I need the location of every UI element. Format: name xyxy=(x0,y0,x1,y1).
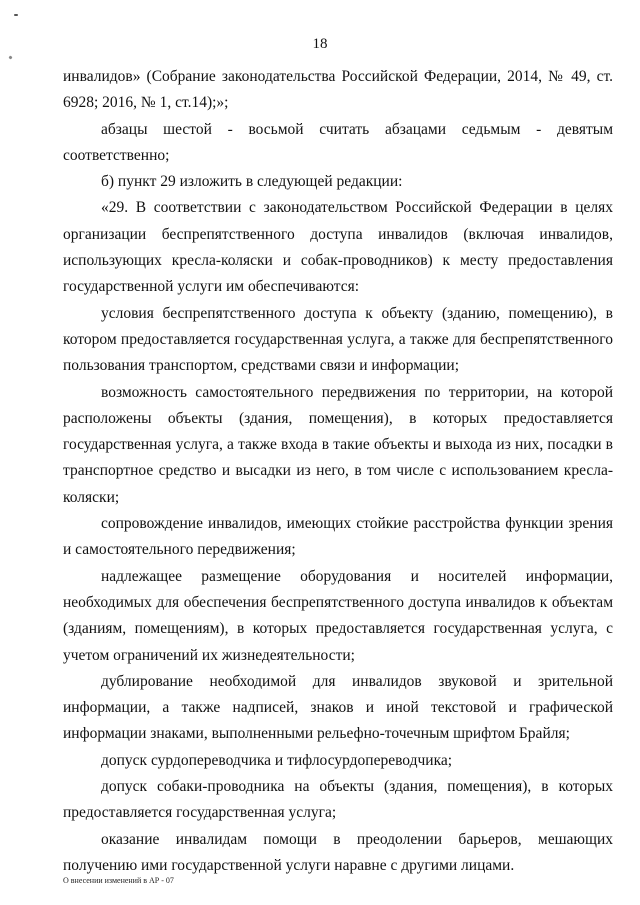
footer-note: О внесении изменений в АР - 07 xyxy=(63,876,174,885)
paragraph: сопровождение инвалидов, имеющих стойкие расстройства функции зрения и самостоятельного передвижения; xyxy=(63,515,613,559)
paragraph: допуск собаки-проводника на объекты (здания, помещения), в которых предоставляется государственная услуга; xyxy=(63,778,613,822)
document-body xyxy=(63,64,613,879)
paragraph: дублирование необходимой для инвалидов звуковой и зрительной информации, а также надписей, знаков и иной текстовой и графической информации знаками, выполненными рельефно-точечным шрифтом Брайля; xyxy=(63,672,613,743)
paragraph: надлежащее размещение оборудования и носителей информации, необходимых для обеспечения беспрепятственного доступа инвалидов к объектам (зданиям, помещениям), в которых предоставляется государственная услуга, с учетом ограничений их жизнедеятельности; xyxy=(63,567,613,664)
scan-speck xyxy=(14,14,18,16)
paragraph: условия беспрепятственного доступа к объекту (зданию, помещению), в котором предоставляется государственная услуга, а также для беспрепятственного пользования транспортом, средствами связи и информации; xyxy=(63,304,613,375)
paragraph: возможность самостоятельного передвижения по территории, на которой расположены объекты (здания, помещения), в которых предоставляется государственная услуга, а также входа в такие объекты и выхода из них, посадки в транспортное средство и высадки из него, в том числе с использованием кресла-коляски; xyxy=(63,383,613,506)
paragraph-continuation: инвалидов» (Собрание законодательства Российской Федерации, 2014, № 49, ст. 6928; 2016, № 1, ст.14);»; xyxy=(63,68,613,112)
scan-speck xyxy=(8,55,12,59)
paragraph: б) пункт 29 изложить в следующей редакции: xyxy=(101,173,403,191)
page-number: 18 xyxy=(312,36,328,52)
paragraph: оказание инвалидам помощи в преодолении барьеров, мешающих получению ими государственной услуги наравне с другими лицами. xyxy=(63,830,613,874)
paragraph: допуск сурдопереводчика и тифлосурдопереводчика; xyxy=(101,751,453,769)
paragraph: «29. В соответствии с законодательством Российской Федерации в целях организации беспрепятственного доступа инвалидов (включая инвалидов, использующих кресла-коляски и собак-проводников) к месту предоставления государственной услуги им обеспечиваются: xyxy=(63,199,613,296)
paragraph: абзацы шестой - восьмой считать абзацами седьмым - девятым соответственно; xyxy=(63,120,613,164)
